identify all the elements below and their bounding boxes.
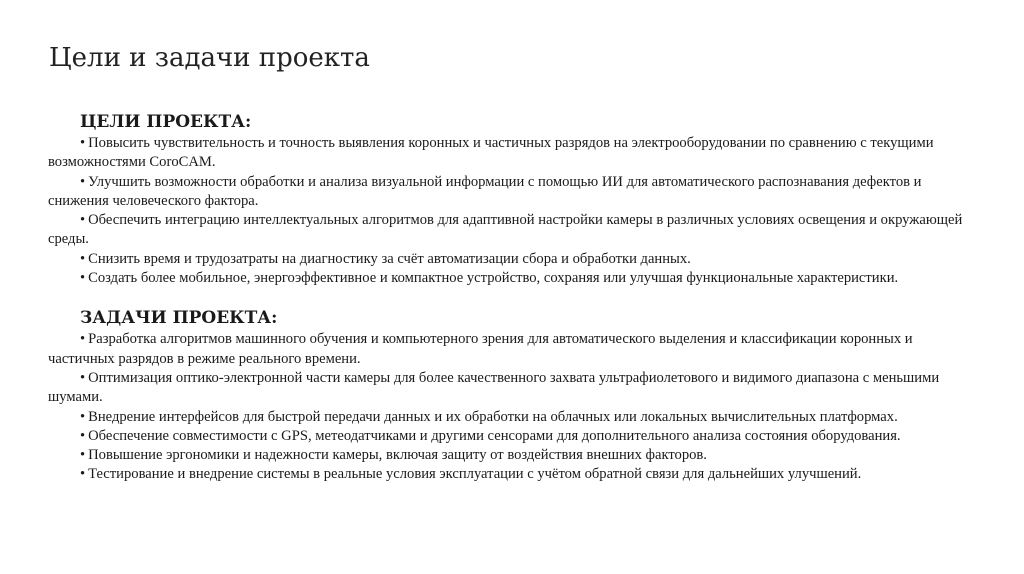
task-item: [48, 465, 978, 484]
goal-text: Снизить время и трудозатраты на диагностику за счёт автоматизации сбора и обработки данных.: [88, 250, 691, 267]
task-item: [48, 408, 978, 427]
bullet-icon: •: [80, 250, 86, 267]
goal-item: [48, 173, 978, 212]
bullet-icon: •: [80, 427, 86, 444]
page-title: Цели и задачи проекта: [49, 43, 370, 73]
bullet-icon: •: [80, 447, 86, 464]
bullet-icon: •: [80, 270, 86, 287]
goals-heading: ЦЕЛИ ПРОЕКТА:: [80, 112, 252, 132]
goal-item: [48, 134, 978, 173]
goals-section: [48, 110, 978, 288]
task-text: Обеспечение совместимости с GPS, метеодатчиками и другими сенсорами для дополнительного анализа состояния оборудования.: [88, 427, 901, 444]
tasks-list: [48, 330, 978, 484]
task-item: [48, 369, 978, 408]
bullet-icon: •: [80, 466, 86, 483]
bullet-icon: •: [80, 173, 86, 190]
task-item: [48, 446, 978, 465]
goal-item: [48, 211, 978, 250]
bullet-icon: •: [80, 212, 86, 229]
task-text: Оптимизация оптико-электронной части камеры для более качественного захвата ультрафиолетового и видимого диапазона с меньшими шумами.: [48, 369, 940, 406]
bullet-icon: •: [80, 408, 86, 425]
goal-text: Повысить чувствительность и точность выявления коронных и частичных разрядов на электрооборудовании по сравнению с текущими возможностями CoroCAM.: [48, 135, 934, 171]
task-text: Внедрение интерфейсов для быстрой передачи данных и их обработки на облачных или локальных вычислительных платформах.: [88, 408, 898, 425]
task-text: Повышение эргономики и надежности камеры, включая защиту от воздействия внешних факторов.: [88, 447, 707, 464]
task-text: Тестирование и внедрение системы в реальные условия эксплуатации с учётом обратной связи для дальнейших улучшений.: [88, 466, 862, 483]
goal-text: Улучшить возможности обработки и анализа визуальной информации с помощью ИИ для автоматического распознавания дефектов и снижения человеческого фактора.: [48, 173, 922, 209]
tasks-section: [48, 306, 978, 484]
goal-text: Обеспечить интеграцию интеллектуальных алгоритмов для адаптивной настройки камеры в различных условиях освещения и окружающей среды.: [48, 212, 963, 248]
task-text: Разработка алгоритмов машинного обучения и компьютерного зрения для автоматического выделения и классификации коронных и частичных разрядов в режиме реального времени.: [48, 331, 913, 367]
tasks-heading: ЗАДАЧИ ПРОЕКТА:: [80, 308, 278, 329]
goal-item: [48, 269, 978, 288]
bullet-icon: •: [80, 369, 86, 386]
bullet-icon: •: [80, 135, 86, 151]
goal-item: [48, 250, 978, 269]
bullet-icon: •: [80, 331, 86, 348]
task-item: [48, 427, 978, 446]
slide-content: [48, 110, 978, 485]
task-item: [48, 330, 978, 369]
goals-list: [48, 134, 978, 288]
goal-text: Создать более мобильное, энергоэффективное и компактное устройство, сохраняя или улучшая функциональные характеристики.: [88, 270, 899, 287]
